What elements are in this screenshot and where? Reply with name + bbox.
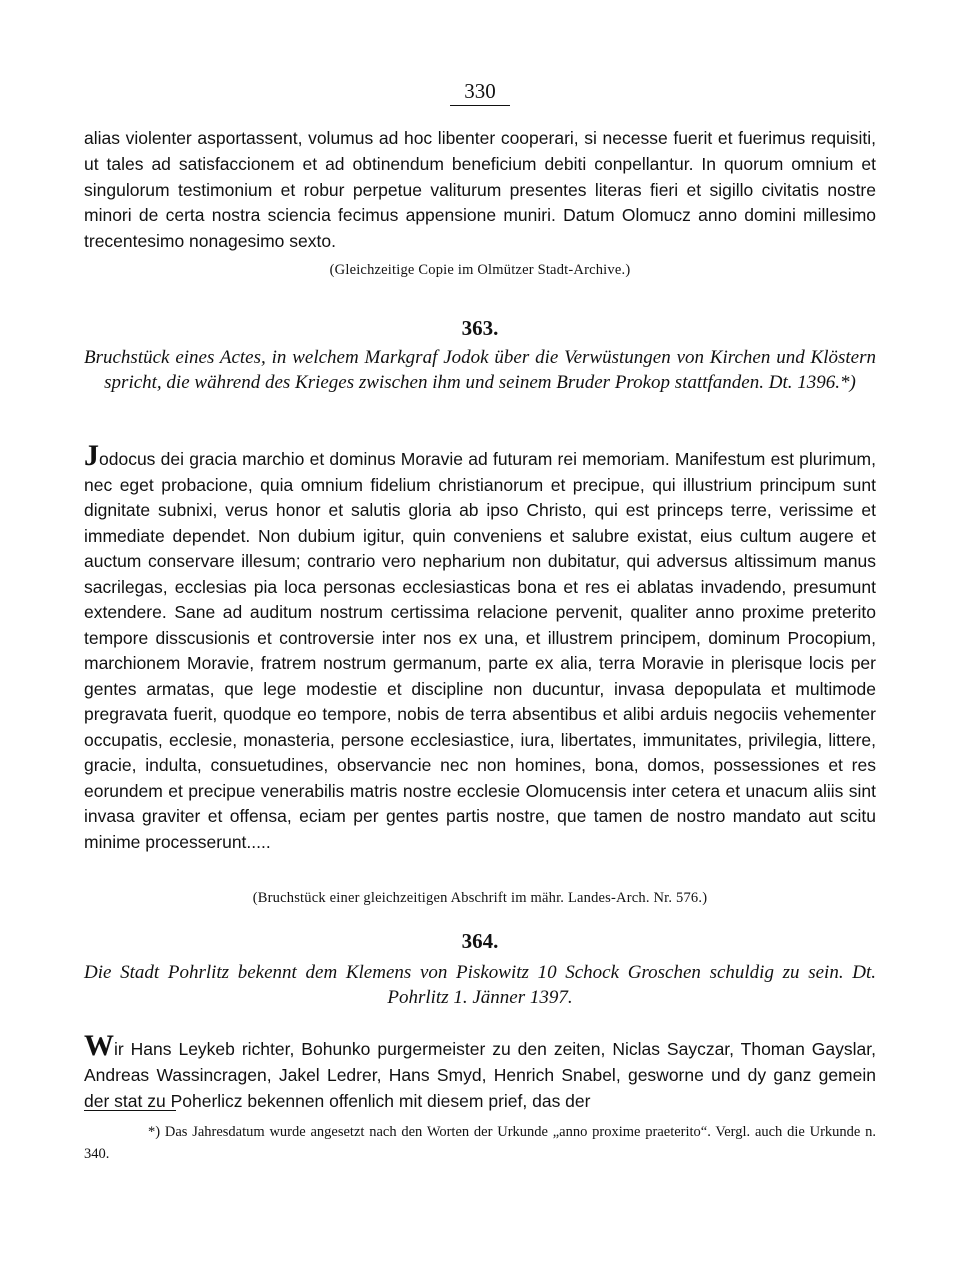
page-number-container (0, 80, 960, 106)
document-source-note-363: (Bruchstück einer gleichzeitigen Abschrift im mähr. Landes-Arch. Nr. 576.) (252, 890, 708, 906)
document-text-363 (84, 441, 876, 855)
footnote-divider (84, 1110, 176, 1111)
document-text-364 (84, 1031, 876, 1114)
initial-letter-363: J (84, 439, 99, 472)
document-body-364: ir Hans Leykeb richter, Bohunko purgermeister zu den zeiten, Niclas Sayczar, Thoman Gayslar, Andreas Wassincragen, Jakel Ledrer, Hans Smyd, Henrich Snabel, gesworne und dy ganz gemein der stat zu Poherlicz bekennen offenlich mit diesem prief, das der (84, 1039, 876, 1111)
document-number-363: 363. (461, 316, 499, 340)
document-paragraph-364 (84, 1031, 876, 1114)
page-number: 330 (450, 80, 510, 106)
continuation-paragraph: alias violenter asportassent, volumus ad hoc libenter cooperari, si necesse fuerit et fuerimus requisiti, ut tales ad satisfaccionem et ad obtinendum beneficium debiti conpellantur. In quorum omnium et singulorum testimonium et robur perpetue valiturum presentes literas fieri et sigillo civitatis nostre minori de certa nostra sciencia fecimus appensione muniri. Datum Olomucz anno domini millesimo trecentesimo nonagesimo sexto. (84, 128, 876, 252)
footnote: *) Das Jahresdatum wurde angesetzt nach den Worten der Urkunde „anno proxime praeterito“. Vergl. auch die Urkunde n. 340. (84, 1124, 876, 1162)
document-body-363: odocus dei gracia marchio et dominus Moravie ad futuram rei memoriam. Manifestum est plurimum, nec eget probacione, quia omnium fidelium christianorum et precipue, qui illustrium principum sunt dignitate subnixi, verus honor et salutis gloria ab ipso Christo, qui est princeps terre, verissime et immediate dependet. Non dubium igitur, quin conveniens et salubre existat, eius cultum augere et auctum conservare illesum; contrario vero nepharium non dubitatur, qui adversus altissimum manus sacrilegas, ecclesias pia loca personas ecclesiasticas bona et res ei ablatas invadendo, presumunt extendere. Sane ad auditum nostrum certissima relacione pervenit, qualiter anno proxime preterito tempore disscusionis et controversie inter nos ex una, et illustrem principem, dominum Procopium, marchionem Moravie, fratrem nostrum germanum, parte ex alia, terra Moravie in plerisque locis per gentes armatas, que lege modestie et discipline non ducuntur, invasa depopulata et multimode pregravata fuerit, quodque eo tempore, nobis de terra absentibus et alibi arduis negociis vehementer occupatis, ecclesie, monasteria, persone ecclesiastice, iura, libertates, immunitates, privilegia, littere, gracie, indulta, consuetudines, observancie nec non homines, bona, domos, possessiones et res eorundem et precipue venerabilis matris nostre ecclesie Olomucensis inter cetera et unacum aliis sint invasa graviter et offensa, eciam per gentes partis nostre, que tamen de nostro mandato aut scitu minime processerunt..... (84, 449, 876, 852)
document-paragraph-363 (84, 441, 876, 855)
document-number-364: 364. (461, 929, 499, 953)
document-heading-364: Die Stadt Pohrlitz bekennt dem Klemens von Piskowitz 10 Schock Groschen schuldig zu sein. Dt. Pohrlitz 1. Jänner 1397. (84, 962, 876, 1008)
initial-letter-364: W (84, 1029, 114, 1062)
document-heading-363: Bruchstück eines Actes, in welchem Markgraf Jodok über die Verwüstungen von Kirchen und Klöstern spricht, die während des Krieges zwischen ihm und seinem Bruder Prokop stattfanden. Dt. 1396.*) (84, 347, 876, 393)
continuation-source-note: (Gleichzeitige Copie im Olmützer Stadt-Archive.) (329, 262, 631, 278)
continuation-text (84, 126, 876, 255)
